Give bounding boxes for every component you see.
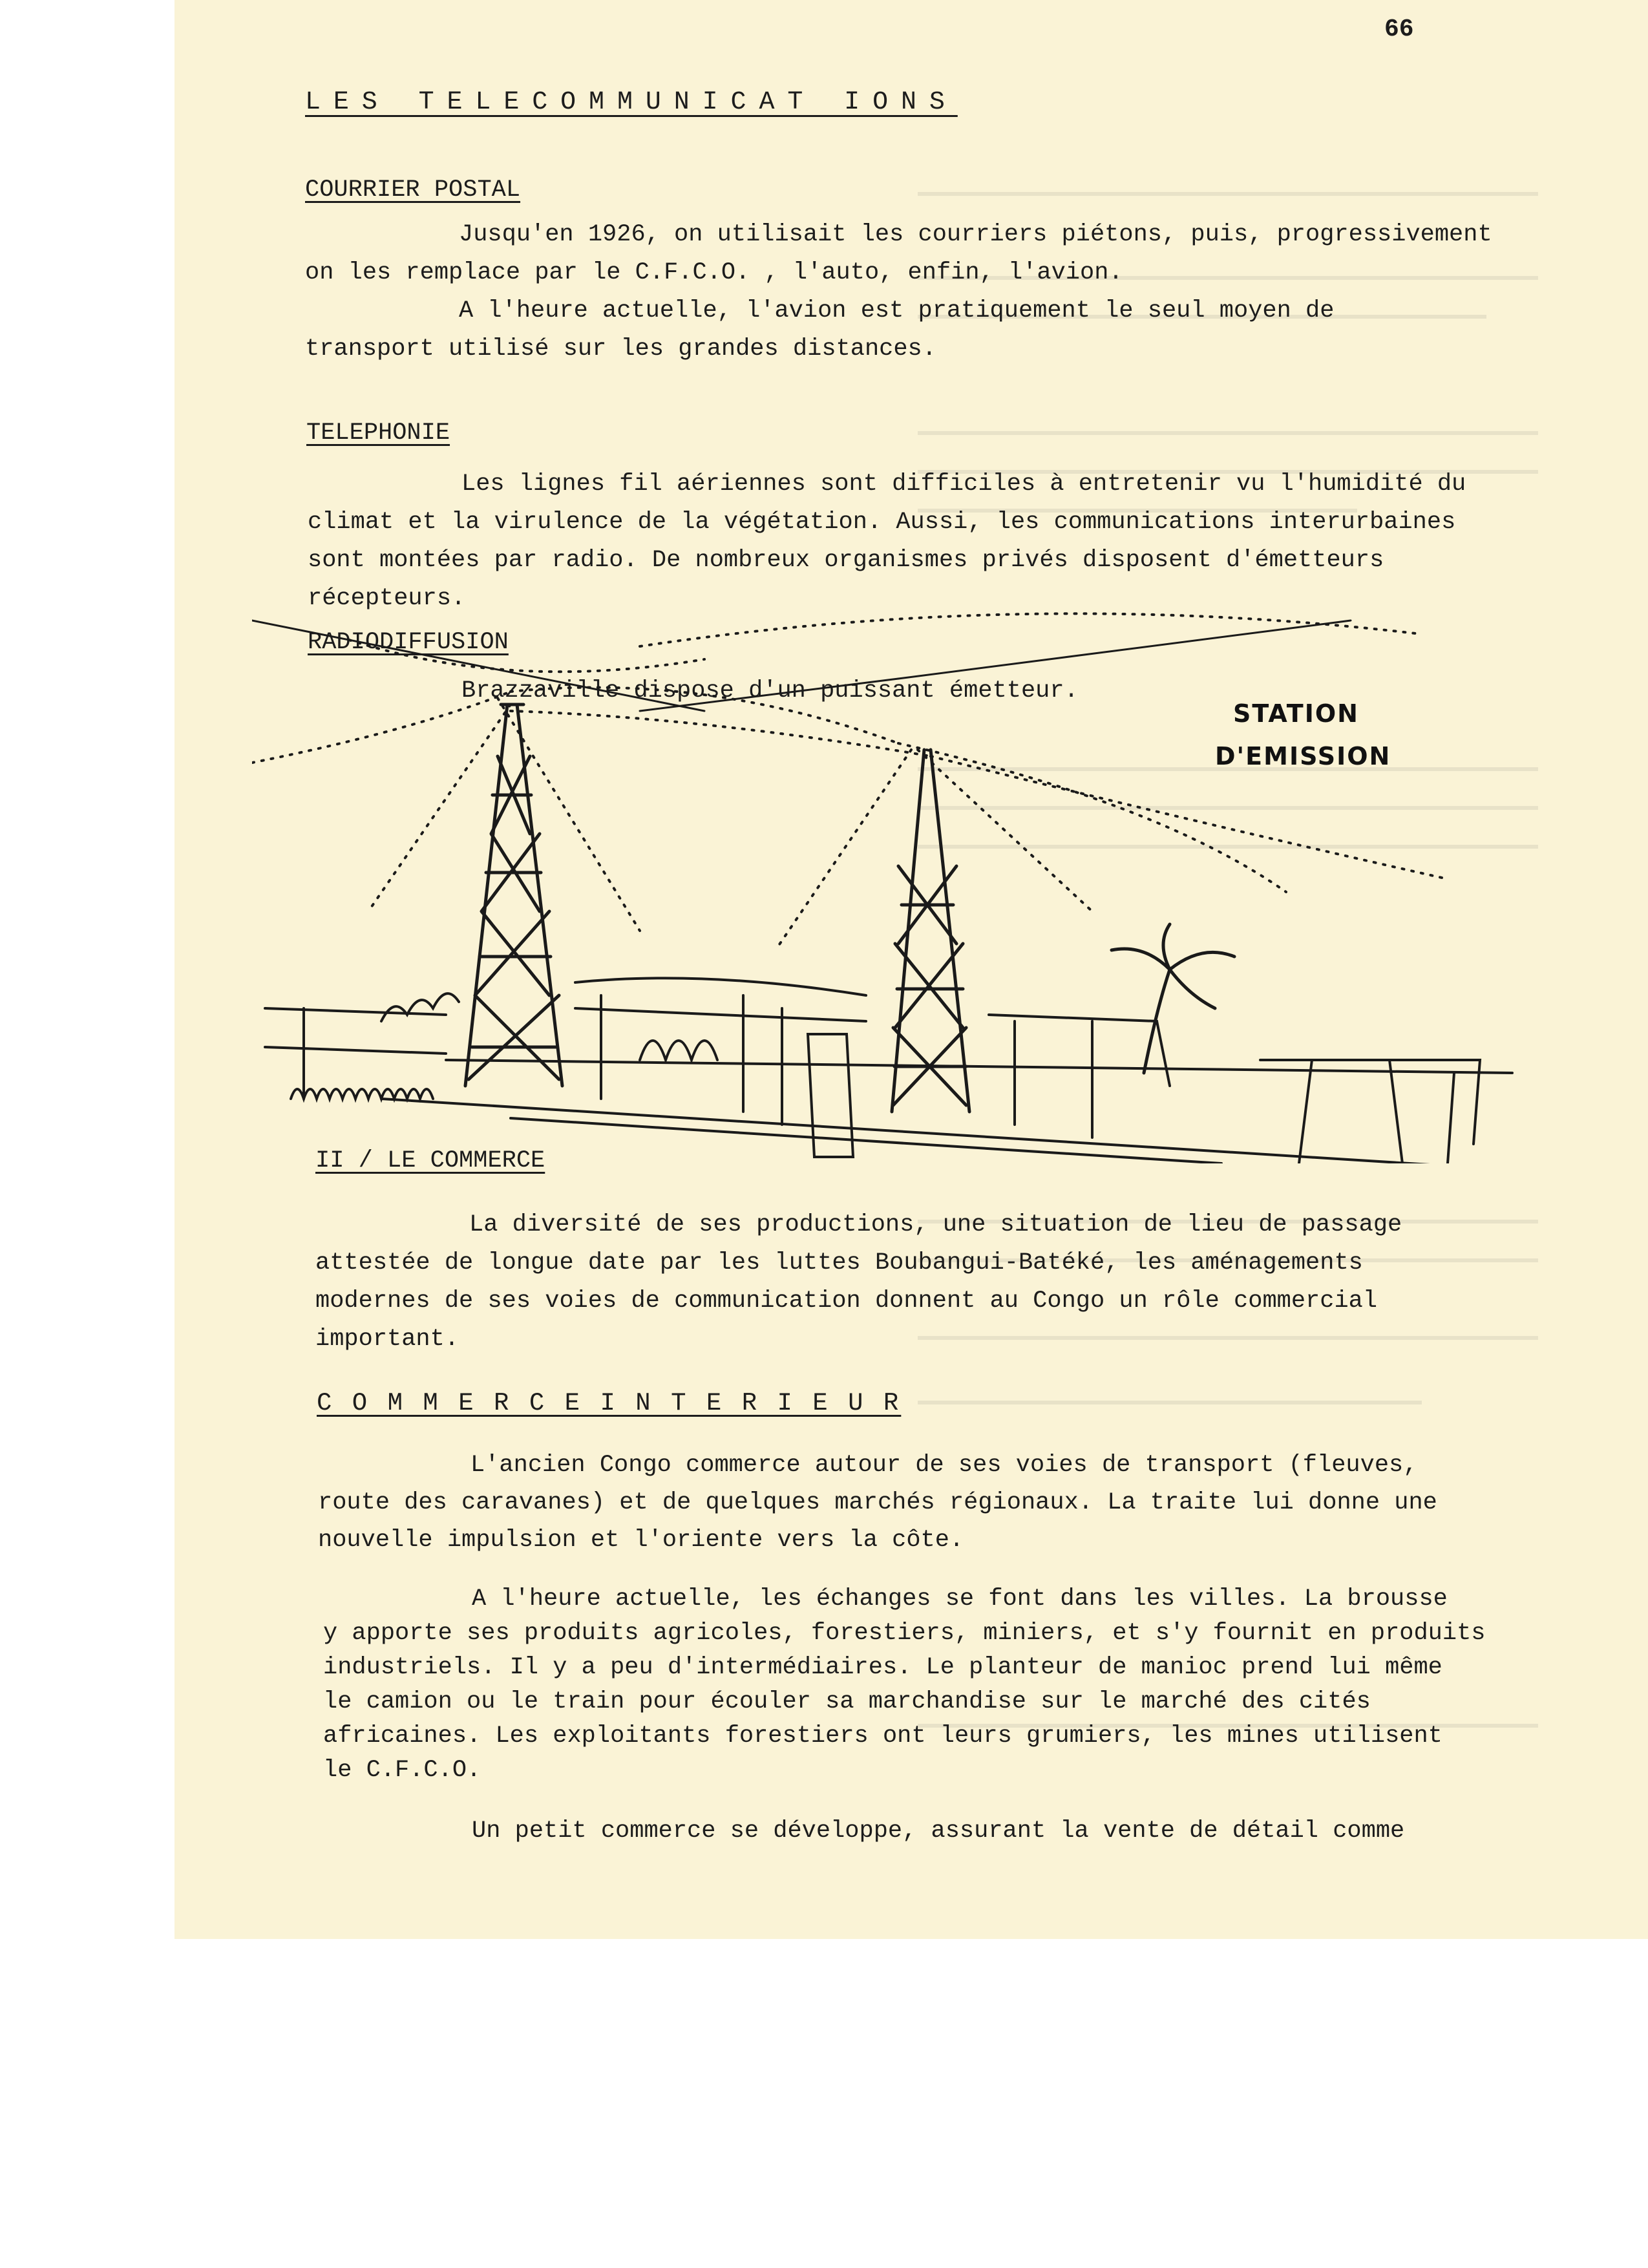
text-line: africaines. Les exploitants forestiers ont leurs grumiers, les mines utilisent bbox=[323, 1722, 1442, 1750]
heading-telephonie: TELEPHONIE bbox=[306, 419, 450, 447]
text-line: sont montées par radio. De nombreux organismes privés disposent d'émetteurs bbox=[308, 547, 1384, 574]
text-line: Jusqu'en 1926, on utilisait les courriers piétons, puis, progressivement bbox=[459, 221, 1492, 248]
commerce-interieur-paragraph-1 bbox=[318, 1447, 1437, 1559]
text-line: L'ancien Congo commerce autour de ses voies de transport (fleuves, bbox=[470, 1452, 1418, 1479]
sketch-caption-line1: STATION bbox=[1233, 699, 1359, 728]
page-number: 66 bbox=[1384, 16, 1414, 43]
text-line: attestée de longue date par les luttes Boubangui-Batéké, les aménagements bbox=[315, 1249, 1363, 1277]
text-line: transport utilisé sur les grandes distances. bbox=[305, 335, 936, 363]
courrier-paragraph bbox=[305, 216, 1492, 368]
heading-commerce: II / LE COMMERCE bbox=[315, 1147, 545, 1174]
text-line: Un petit commerce se développe, assurant la vente de détail comme bbox=[472, 1818, 1405, 1845]
text-line: industriels. Il y a peu d'intermédiaires. Le planteur de manioc prend lui même bbox=[323, 1654, 1442, 1681]
text-line: climat et la virulence de la végétation. Aussi, les communications interurbaines bbox=[308, 509, 1456, 536]
text-line: le C.F.C.O. bbox=[323, 1757, 481, 1784]
text-line: Les lignes fil aériennes sont difficiles à entretenir vu l'humidité du bbox=[461, 471, 1466, 498]
text-line: récepteurs. bbox=[308, 585, 466, 612]
text-line: A l'heure actuelle, l'avion est pratiquement le seul moyen de bbox=[459, 297, 1335, 324]
text-line: nouvelle impulsion et l'oriente vers la côte. bbox=[318, 1527, 964, 1554]
text-line: le camion ou le train pour écouler sa marchandise sur le marché des cités bbox=[323, 1688, 1371, 1715]
text-line: A l'heure actuelle, les échanges se font dans les villes. La brousse bbox=[472, 1585, 1448, 1613]
heading-courrier-postal: COURRIER POSTAL bbox=[305, 176, 521, 204]
text-line: y apporte ses produits agricoles, forestiers, miniers, et s'y fournit en produits bbox=[323, 1620, 1486, 1647]
commerce-interieur-paragraph-3 bbox=[472, 1812, 1404, 1850]
text-line: Brazzaville dispose d'un puissant émetteur. bbox=[461, 677, 1079, 705]
text-line: on les remplace par le C.F.C.O. , l'auto, enfin, l'avion. bbox=[305, 259, 1123, 286]
page-title: LES TELECOMMUNICAT IONS bbox=[305, 88, 958, 117]
text-line: route des caravanes) et de quelques marchés régionaux. La traite lui donne une bbox=[318, 1489, 1437, 1516]
text-line: La diversité de ses productions, une situation de lieu de passage bbox=[469, 1211, 1402, 1238]
commerce-paragraph bbox=[315, 1206, 1402, 1359]
sketch-caption-line2: D'EMISSION bbox=[1215, 742, 1391, 770]
commerce-interieur-paragraph-2 bbox=[323, 1582, 1486, 1788]
text-line: important. bbox=[315, 1326, 460, 1353]
heading-commerce-interieur: C O M M E R C E I N T E R I E U R bbox=[317, 1389, 902, 1417]
station-sketch-illustration bbox=[252, 608, 1532, 1163]
text-line: modernes de ses voies de communication donnent au Congo un rôle commercial bbox=[315, 1288, 1378, 1315]
telephonie-paragraph bbox=[308, 465, 1466, 618]
heading-radiodiffusion: RADIODIFFUSION bbox=[308, 629, 509, 656]
